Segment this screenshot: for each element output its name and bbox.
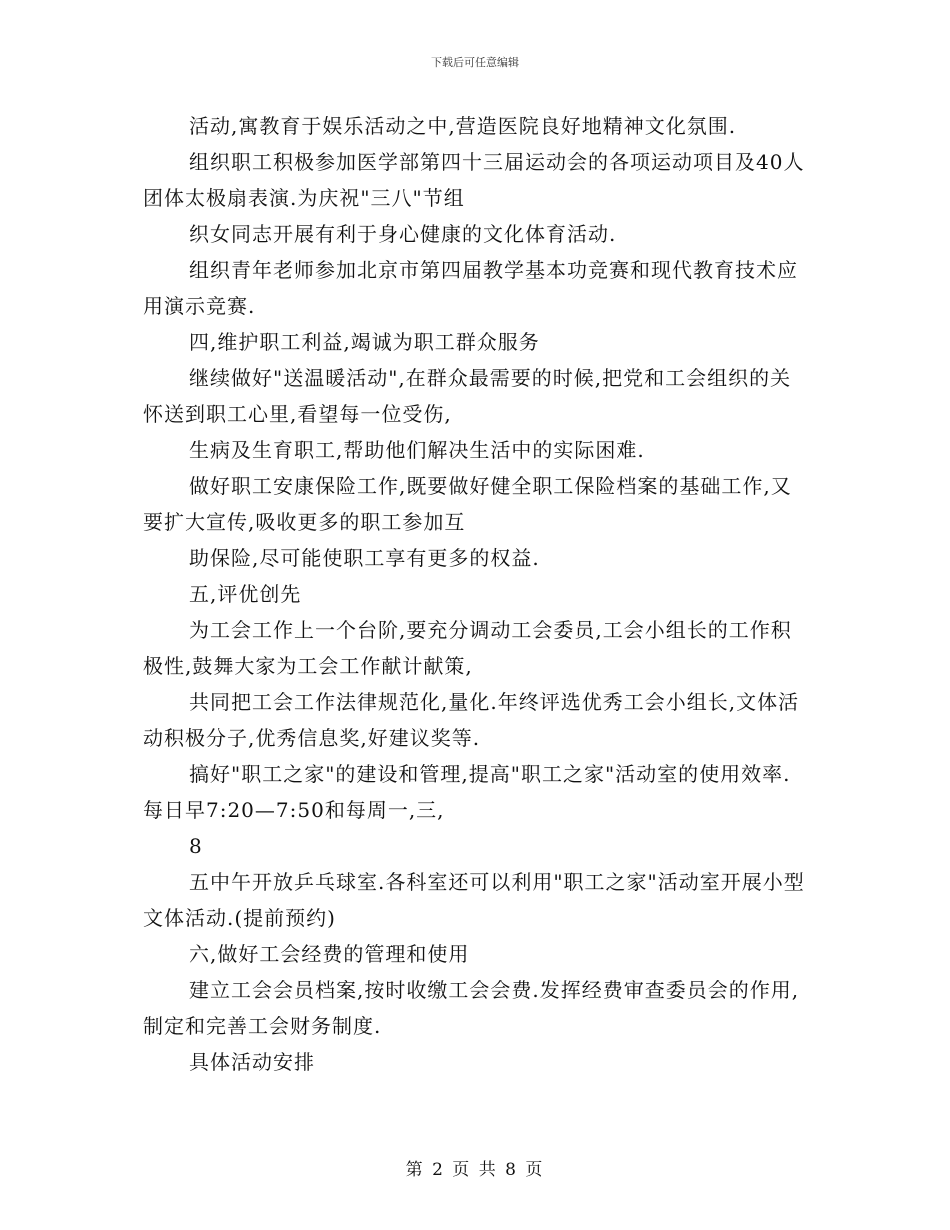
section-heading: 四,维护职工利益,竭诚为职工群众服务 — [189, 330, 540, 354]
page-number-footer: 第 2 页 共 8 页 — [405, 1160, 545, 1180]
paragraph: 组织青年老师参加北京市第四届教学基本功竞赛和现代教育技术应用演示竞赛. — [143, 258, 798, 318]
paragraph: 具体活动安排 — [189, 1050, 315, 1074]
paragraph: 组织职工积极参加医学部第四十三届运动会的各项运动项目及40人团体太极扇表演.为庆祝"三八"节组 — [143, 150, 805, 210]
paragraph: 活动,寓教育于娱乐活动之中,营造医院良好地精神文化氛围. — [189, 114, 737, 138]
paragraph: 共同把工会工作法律规范化,量化.年终评选优秀工会小组长,文体活动积极分子,优秀信息奖,好建议奖等. — [143, 690, 800, 750]
paragraph: 生病及生育职工,帮助他们解决生活中的实际困难. — [189, 438, 645, 462]
document-body — [143, 108, 807, 1080]
section-heading: 六,做好工会经费的管理和使用 — [189, 942, 470, 966]
paragraph: 做好职工安康保险工作,既要做好健全职工保险档案的基础工作,又要扩大宣传,吸收更多的职工参加互 — [143, 474, 792, 534]
section-heading: 五,评优创先 — [189, 582, 302, 606]
paragraph: 搞好"职工之家"的建设和管理,提高"职工之家"活动室的使用效率.每日早7:20—7:50和每周一,三, — [143, 762, 791, 822]
paragraph: 织女同志开展有利于身心健康的文化体育活动. — [189, 222, 617, 246]
paragraph: 助保险,尽可能使职工享有更多的权益. — [189, 546, 540, 570]
paragraph: 为工会工作上一个台阶,要充分调动工会委员,工会小组长的工作积极性,鼓舞大家为工会工作献计献策, — [143, 618, 792, 678]
paragraph: 建立工会会员档案,按时收缴工会会费.发挥经费审查委员会的作用,制定和完善工会财务制度. — [143, 978, 800, 1038]
paragraph: 五中午开放乒乓球室.各科室还可以利用"职工之家"活动室开展小型文体活动.(提前预约) — [143, 870, 805, 930]
paragraph: 继续做好"送温暖活动",在群众最需要的时候,把党和工会组织的关怀送到职工心里,看望每一位受伤, — [143, 366, 792, 426]
page-header-note: 下载后可任意编辑 — [431, 56, 519, 69]
stray-number: 8 — [189, 834, 203, 858]
